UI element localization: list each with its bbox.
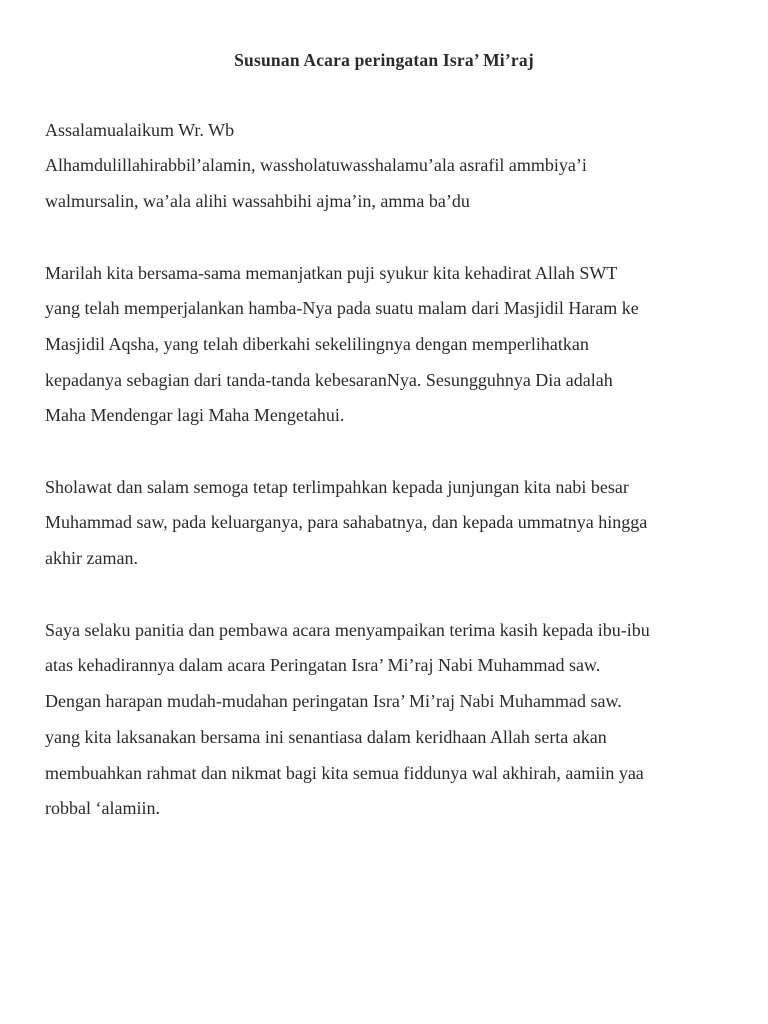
paragraph-3-line: membuahkan rahmat dan nikmat bagi kita semua fiddunya wal akhirah, aamiin yaa [45, 763, 644, 783]
paragraph-1-line: kepadanya sebagian dari tanda-tanda kebesaranNya. Sesungguhnya Dia adalah [45, 370, 613, 390]
paragraph-2-line: akhir zaman. [45, 548, 138, 568]
paragraph-3-line: Dengan harapan mudah-mudahan peringatan Isra’ Mi’raj Nabi Muhammad saw. [45, 691, 622, 711]
paragraph-2-line: Muhammad saw, pada keluarganya, para sahabatnya, dan kepada ummatnya hingga [45, 512, 648, 532]
opening-line: walmursalin, wa’ala alihi wassahbihi ajma’in, amma ba’du [45, 191, 470, 211]
paragraph-3-line: atas kehadirannya dalam acara Peringatan Isra’ Mi’raj Nabi Muhammad saw. [45, 655, 601, 675]
greeting-line: Assalamualaikum Wr. Wb [45, 120, 235, 140]
paragraph-1-line: yang telah memperjalankan hamba-Nya pada suatu malam dari Masjidil Haram ke [45, 298, 639, 318]
paragraph-1-line: Marilah kita bersama-sama memanjatkan puji syukur kita kehadirat Allah SWT [45, 263, 618, 283]
paragraph-2-line: Sholawat dan salam semoga tetap terlimpahkan kepada junjungan kita nabi besar [45, 477, 629, 497]
paragraph-3-line: robbal ‘alamiin. [45, 798, 160, 818]
paragraph-1-line: Masjidil Aqsha, yang telah diberkahi sekelilingnya dengan memperlihatkan [45, 334, 589, 354]
opening-line: Alhamdulillahirabbil’alamin, wassholatuwasshalamu’ala asrafil ammbiya’i [45, 155, 587, 175]
paragraph-1-line: Maha Mendengar lagi Maha Mengetahui. [45, 405, 345, 425]
document-title: Susunan Acara peringatan Isra’ Mi’raj [234, 50, 534, 70]
paragraph-3-line: Saya selaku panitia dan pembawa acara menyampaikan terima kasih kepada ibu-ibu [45, 620, 650, 640]
paragraph-3-line: yang kita laksanakan bersama ini senantiasa dalam keridhaan Allah serta akan [45, 727, 607, 747]
